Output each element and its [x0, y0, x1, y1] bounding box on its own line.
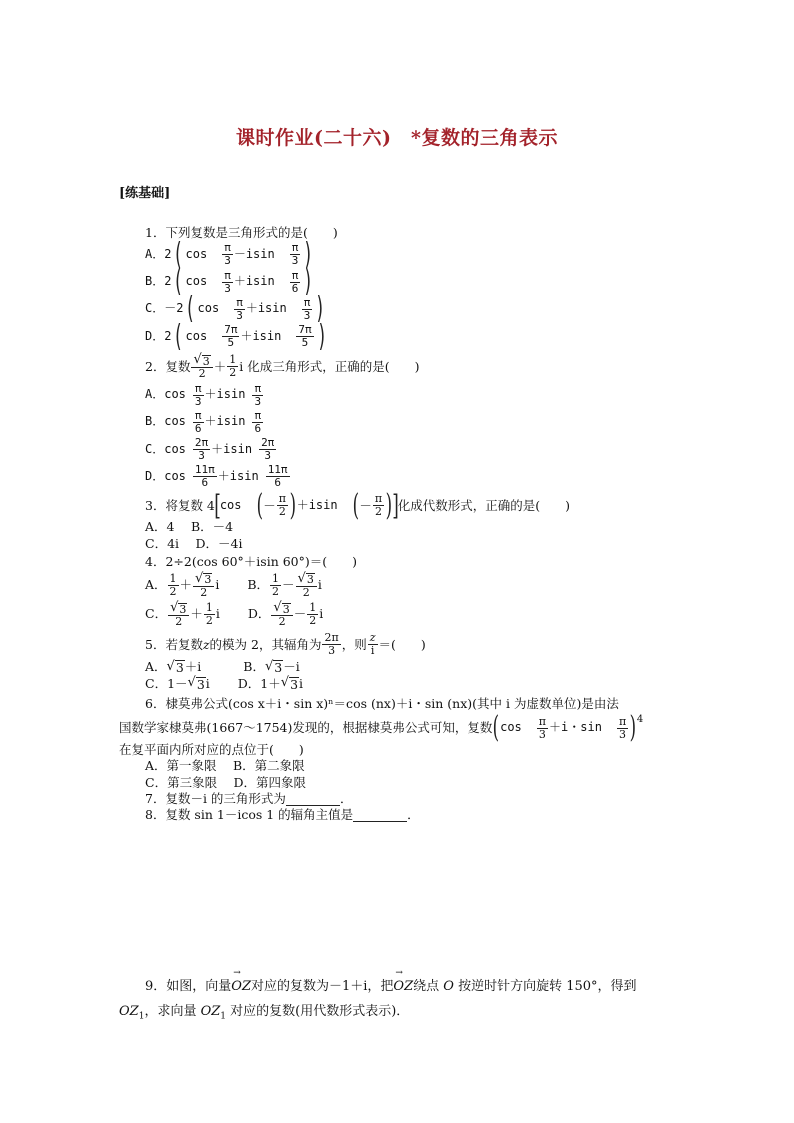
q1-option-b: B．2 ( cos $\frac{\pi}{3}$ ＋isin $\frac{\pi}{6}$ ): [145, 264, 314, 300]
q3-stem: 3．将复数 4 [ cos ( － $\frac{\pi}{2}$ ) ＋isin ( － $\frac{\pi}{2}$ ) ] 化成代数形式，正确的是( ): [145, 487, 570, 523]
q2-option-d: D．cos $\frac{11\pi}{6}$ ＋isin $\frac{11\pi}{6}$: [145, 463, 288, 490]
question-list: [119, 222, 685, 823]
q6-line2: 国数学家棣莫弗(1667～1754)发现的，根据棣莫弗公式可知，复数 ( cos $\frac{\pi}{3}$ ＋i・sin $\frac{\pi}{3}$ ) 4: [119, 710, 644, 746]
q1-stem: 1．下列复数是三角形式的是( ): [145, 225, 338, 240]
q6-options-ab: A．第一象限 B．第二象限: [145, 758, 305, 774]
q6-options-cd: C．第三象限 D．第四象限: [145, 774, 307, 790]
q7-answer-blank: [286, 793, 340, 806]
q6-line3: 在复平面内所对应的点位于( ): [119, 741, 304, 757]
q1-option-c: C．－2 ( cos $\frac{\pi}{3}$ ＋isin $\frac{\pi}{3}$ ): [145, 291, 326, 327]
section-heading: [练基础]: [119, 186, 171, 201]
q9-stem: 9．如图，向量→ OZ对应的复数为－1＋i，把→ OZ绕点 O 按逆时针方向旋转 150°，得到 $OZ_1$，求向量 $OZ_1$ 对应的复数(用代数形式表示)．: [119, 975, 679, 1025]
q2-option-c: C．cos $\frac{2\pi}{3}$ ＋isin $\frac{2\pi}{3}$: [145, 435, 275, 462]
q2-option-b: B．cos $\frac{\pi}{6}$ ＋isin $\frac{\pi}{6}$: [145, 408, 262, 435]
q5-options-cd: C．1－ √ 3 i D．1＋ √ 3 i: [145, 675, 304, 693]
q8-stem: 8．复数 sin 1－icos 1 的辐角主值是 ．: [145, 807, 420, 823]
q5-stem: 5．若复数 z 的模为 2，其辐角为 $\frac{2\pi}{3}$ ，则 $\frac{z}{i}$ ＝( ): [145, 631, 426, 658]
q8-answer-blank: [353, 809, 407, 822]
q4-options-cd: C． √ 3 2 ＋ $\frac{1}{2}$ i D． √ 3 2 － $\frac{1}{2}$ i: [145, 599, 324, 629]
q4-options-ab: A． $\frac{1}{2}$ ＋ √ 3 2 i B． $\frac{1}{2}$ － √ 3 2 i: [145, 570, 322, 599]
q1-option-a: A．2 ( cos $\frac{\pi}{3}$ －isin $\frac{\pi}{3}$ ): [145, 236, 314, 272]
q4-stem: 4．2÷2(cos 60°＋isin 60°)＝( ): [145, 554, 357, 570]
q2-stem: 2．复数 √ 3 2 ＋ $\frac{1}{2}$ i 化成三角形式，正确的是( ): [145, 352, 420, 381]
page-title: 课时作业(二十六) *复数的三角表示: [236, 127, 558, 149]
q3-options-cd: C．4i D．－4i: [145, 535, 243, 551]
q1-option-d: D．2 ( cos $\frac{7\pi}{5}$ ＋isin $\frac{7\pi}{5}$ ): [145, 318, 327, 354]
q7-stem: 7．复数－i 的三角形式为 ．: [145, 791, 353, 807]
q3-options-ab: A．4 B．－4: [145, 519, 234, 535]
q2-option-a: A．cos $\frac{\pi}{3}$ ＋isin $\frac{\pi}{3}$: [145, 381, 262, 408]
q5-options-ab: A． √ 3 ＋i B． √ 3 －i: [145, 658, 300, 676]
q6-line1: 6．棣莫弗公式(cos x＋i・sin x)ⁿ＝cos (nx)＋i・sin (nx)(其中 i 为虚数单位)是由法: [145, 696, 619, 712]
